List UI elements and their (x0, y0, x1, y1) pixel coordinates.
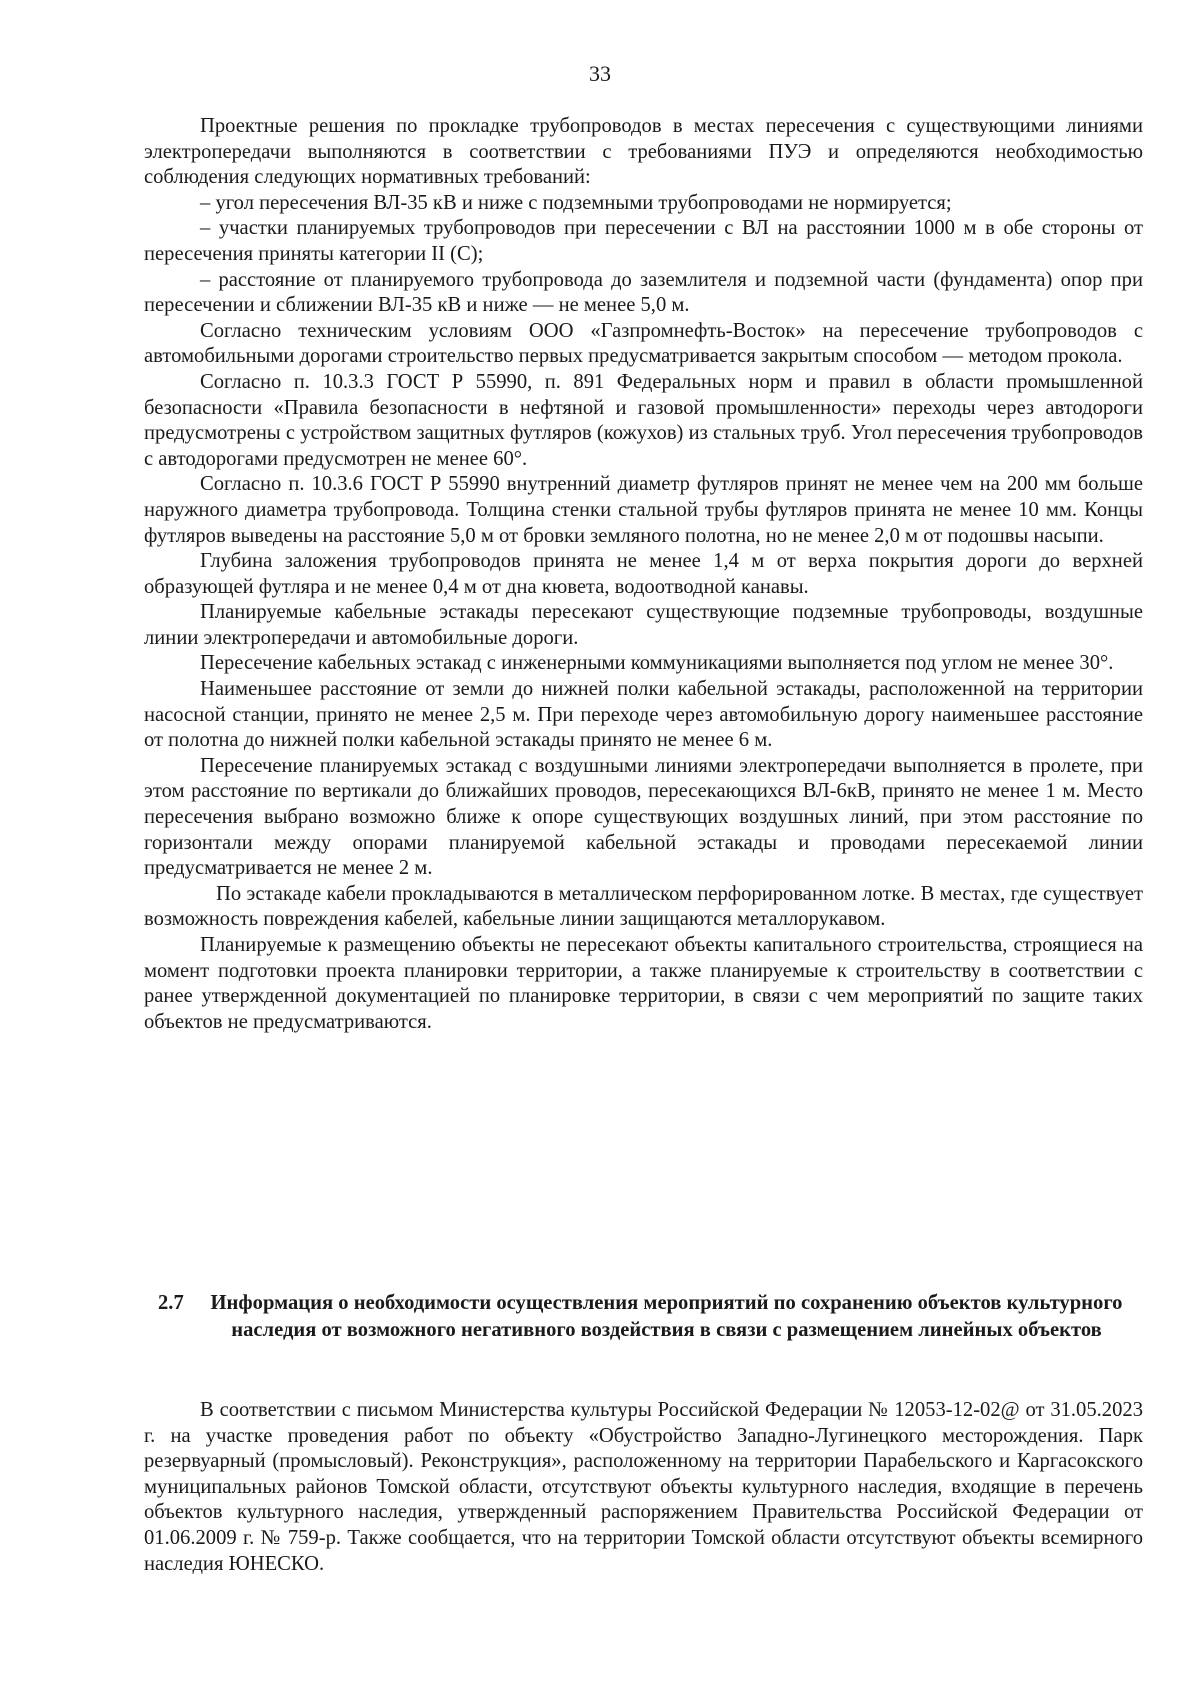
page-number: 33 (589, 61, 611, 86)
paragraph-cable-tray: По эстакаде кабели прокладываются в металлическом перфорированном лотке. В местах, где существует возможность повреждения кабелей, кабельные линии защищаются металлорукавом. (144, 882, 1143, 931)
paragraph-road-crossing-method: Согласно техническим условиям ООО «Газпромнефть-Восток» на пересечение трубопроводов с автомобильными дорогами строительство первых предусматривается закрытым способом — методом прокола. (144, 319, 1143, 368)
paragraph-gost-10-3-3: Согласно п. 10.3.3 ГОСТ Р 55990, п. 891 Федеральных норм и правил в области промышленной безопасности «Правила безопасности в нефтяной и газовой промышленности» переходы через автодороги предусмотрены с устройством защитных футляров (кожухов) из стальных труб. Угол пересечения трубопроводов с автодорогами предусмотрен не менее 60°. (144, 370, 1143, 470)
section-heading (144, 1290, 1143, 1344)
list-item-grounding-distance: – расстояние от планируемого трубопровода до заземлителя и подземной части (фундамента) опор при пересечении и сближении ВЛ-35 кВ и ниже — не менее 5,0 м. (144, 268, 1143, 317)
paragraph-cable-racks-crossing: Планируемые кабельные эстакады пересекают существующие подземные трубопроводы, воздушные линии электропередачи и автомобильные дороги. (144, 601, 1143, 649)
list-item-pipeline-category: – участки планируемых трубопроводов при пересечении с ВЛ на расстоянии 1000 м в обе стороны от пересечения приняты категории II (С); (144, 217, 1143, 265)
section-body-text (144, 1398, 1143, 1577)
paragraph-gost-10-3-6: Согласно п. 10.3.6 ГОСТ Р 55990 внутренний диаметр футляров принят не менее чем на 200 мм больше наружного диаметра трубопровода. Толщина стенки стальной трубы футляров принята не менее 10 мм. Концы футляров выведены на расстояние 5,0 м от бровки земляного полотна, но не менее 2,0 м от подошвы насыпи. (144, 473, 1143, 547)
paragraph-min-clearance: Наименьшее расстояние от земли до нижней полки кабельной эстакады, расположенной на территории насосной станции, принято не менее 2,5 м. При переходе через автомобильную дорогу наименьшее расстояние от полотна до нижней полки кабельной эстакады принято не менее 6 м. (144, 678, 1143, 752)
list-item-crossing-angle: – угол пересечения ВЛ-35 кВ и ниже с подземными трубопроводами не нормируется; (200, 191, 952, 214)
section-title: Информация о необходимости осуществления мероприятий по сохранению объектов культурного наследия от возможного негативного воздействия в связи с размещением линейных объектов (210, 1292, 1123, 1341)
body-text (144, 114, 1143, 1035)
paragraph-overhead-line-crossing: Пересечение планируемых эстакад с воздушными линиями электропередачи выполняется в пролете, при этом расстояние по вертикали до ближайших проводов, пересекающихся ВЛ-6кВ, принято не менее 1 м. Место пересечения выбрано возможно ближе к опоре существующих воздушных линий, при этом расстояние по горизонтали между опорами планируемой кабельной эстакады и проводами пересекаемой линии предусматривается не менее 2 м. (144, 754, 1143, 880)
paragraph-pipeline-depth: Глубина заложения трубопроводов принята не менее 1,4 м от верха покрытия дороги до верхней образующей футляра и не менее 0,4 м от дна кювета, водоотводной канавы. (144, 550, 1143, 598)
paragraph-ministry-letter: В соответствии с письмом Министерства культуры Российской Федерации № 12053-12-02@ от 31.05.2023 г. на участке проведения работ по объекту «Обустройство Западно-Лугинецкого месторождения. Парк резервуарный (промысловый). Реконструкция», расположенному на территории Парабельского и Каргасокского муниципальных районов Томской области, отсутствуют объекты культурного наследия, входящие в перечень объектов культурного наследия, утвержденный распоряжением Правительства Российской Федерации от 01.06.2009 г. № 759-р. Также сообщается, что на территории Томской области отсутствуют объекты всемирного наследия ЮНЕСКО. (144, 1399, 1143, 1575)
section-number: 2.7 (158, 1292, 184, 1314)
paragraph-no-capital-objects: Планируемые к размещению объекты не пересекают объекты капитального строительства, строящиеся на момент подготовки проекта планировки территории, а также планируемые к строительству в соответствии с ранее утвержденной документацией по планировке территории, в связи с чем мероприятий по защите таких объектов не предусматриваются. (144, 934, 1143, 1033)
paragraph-pipeline-crossing-intro: Проектные решения по прокладке трубопроводов в местах пересечения с существующими линиями электропередачи выполняются в соответствии с требованиями ПУЭ и определяются необходимостью соблюдения следующих нормативных требований: (144, 115, 1143, 189)
paragraph-crossing-angle-30: Пересечение кабельных эстакад с инженерными коммуникациями выполняется под углом не менее 30°. (200, 652, 1114, 675)
